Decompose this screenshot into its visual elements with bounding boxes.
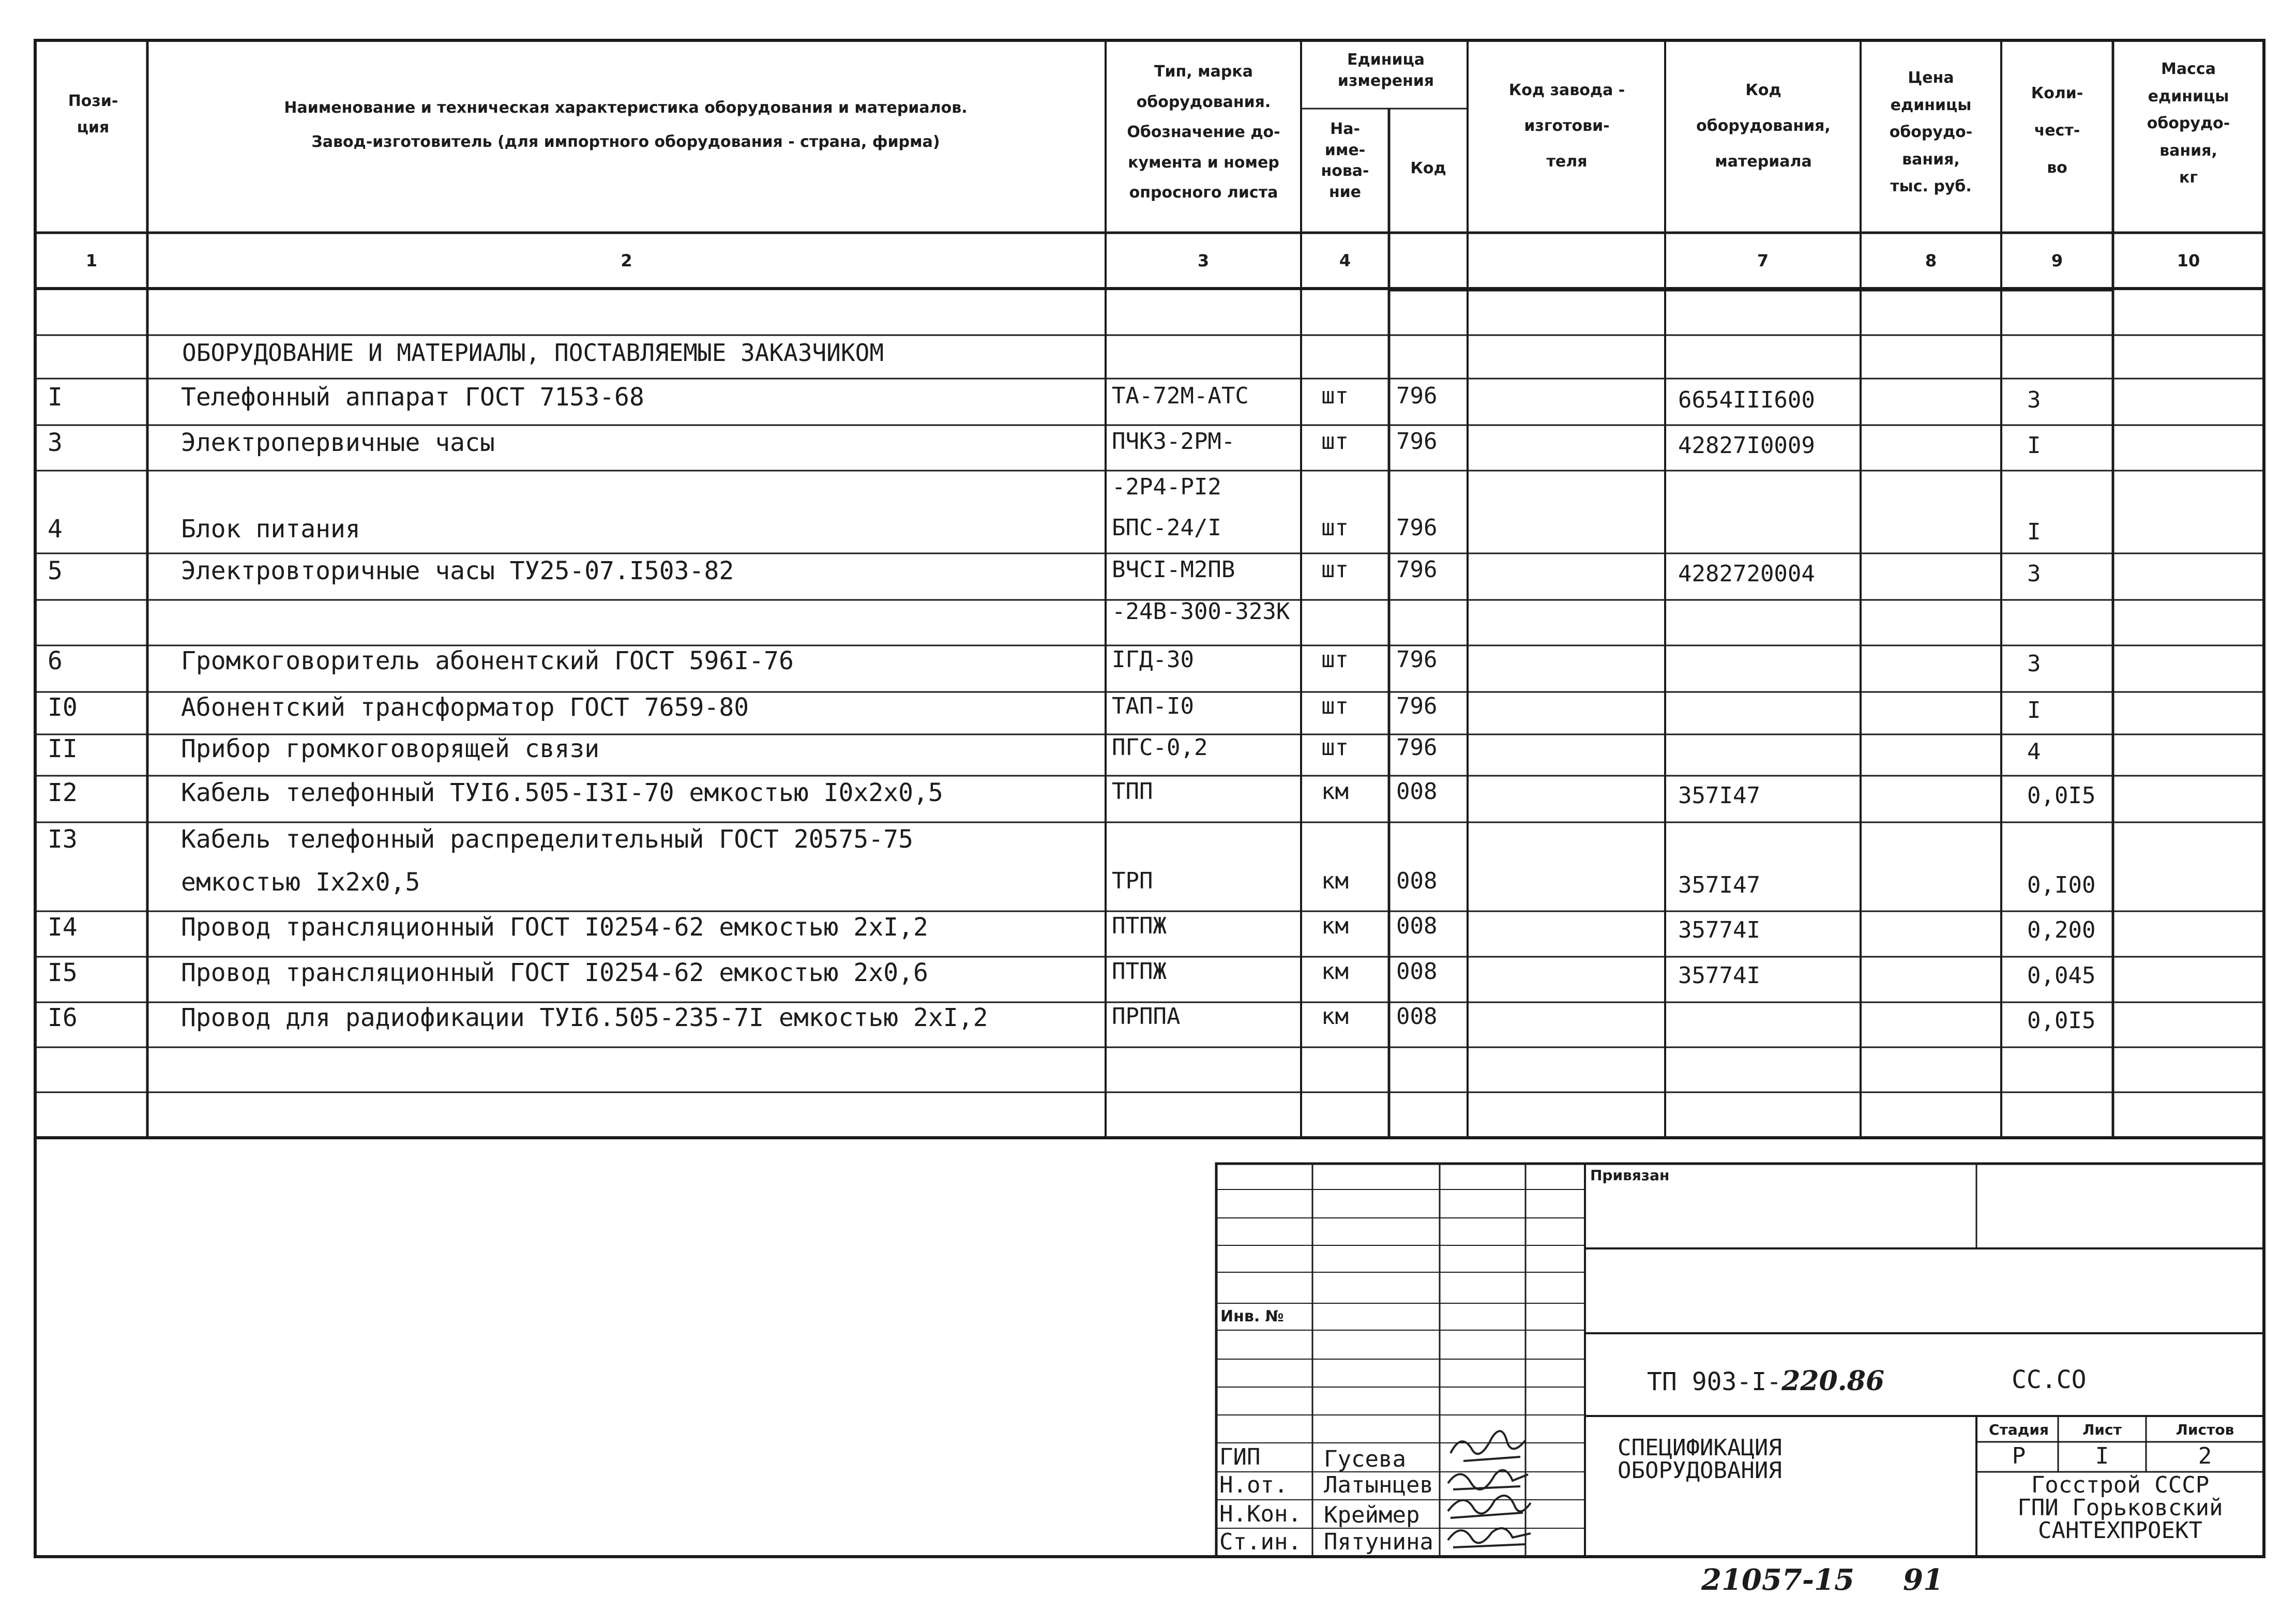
header-unit-name-line3: нова-	[1321, 162, 1369, 180]
cell-unit: км	[1321, 1003, 1349, 1030]
cell-qty: I	[2027, 697, 2041, 724]
colnum-7: 7	[1757, 251, 1769, 270]
cell-name: Кабель телефонный распределительный ГОСТ 20575-75	[181, 825, 914, 854]
cell-type: ТПП	[1112, 778, 1153, 805]
header-price	[1863, 65, 1999, 201]
cell-ucode: 008	[1396, 868, 1438, 894]
cell-type: -24В-300-323К	[1112, 598, 1290, 625]
sheets-header: Листов	[2176, 1421, 2234, 1438]
cell-qty: 0,0I5	[2027, 782, 2096, 809]
cell-unit: шт	[1321, 646, 1349, 673]
organization-line2: ГПИ Горьковский	[2017, 1495, 2223, 1521]
header-qty-line2: чест-	[2034, 122, 2080, 140]
header-type-line5: опросного листа	[1129, 184, 1278, 202]
header-unit-name-line2: име-	[1324, 141, 1366, 159]
header-unit-name-line1: На-	[1330, 120, 1360, 138]
cell-ucode: 008	[1396, 1003, 1438, 1030]
document-code-print: ТП 903-I-	[1647, 1367, 1782, 1396]
header-price-line1: Цена	[1908, 69, 1954, 87]
cell-name: Провод трансляционный ГОСТ I0254-62 емкостью 2xI,2	[181, 913, 928, 942]
header-code-line2: оборудования,	[1696, 117, 1831, 135]
sheets-value: 2	[2198, 1443, 2212, 1469]
header-code-line1: Код	[1745, 81, 1781, 99]
cell-ucode: 796	[1396, 428, 1438, 455]
colnum-10: 10	[2177, 251, 2200, 270]
header-pos	[47, 88, 140, 141]
header-unit: Единица измерения	[1337, 51, 1434, 90]
cell-pos: I5	[48, 958, 78, 987]
cell-qty: 3	[2027, 651, 2041, 677]
role-gip: ГИП	[1219, 1444, 1261, 1470]
cell-unit: шт	[1321, 556, 1349, 583]
cell-type: ПРППА	[1112, 1003, 1181, 1030]
cell-qty: 3	[2027, 561, 2041, 587]
header-unit-name-line4: ние	[1328, 183, 1362, 201]
header-unit-code: Код	[1410, 159, 1446, 177]
cell-name: Провод трансляционный ГОСТ I0254-62 емкостью 2x0,6	[181, 958, 928, 987]
cell-type: ПТПЖ	[1112, 913, 1167, 939]
cell-type: ТРП	[1112, 868, 1153, 894]
header-mass	[2115, 56, 2262, 192]
cell-pos: 6	[48, 646, 63, 675]
cell-pos: 4	[48, 515, 63, 544]
cell-type: БПС-24/I	[1112, 515, 1221, 541]
cell-pos: I2	[48, 778, 78, 807]
organization	[1978, 1474, 2262, 1542]
cell-qty: 0,I00	[2027, 872, 2096, 898]
cell-code: 4282720004	[1678, 561, 1815, 587]
cell-unit: км	[1321, 778, 1349, 805]
header-price-line3: оборудо-	[1889, 123, 1973, 141]
name-latyntsev: Латынцев	[1324, 1472, 1433, 1498]
cell-pos: I0	[48, 693, 78, 722]
header-type-line4: кумента и номер	[1128, 153, 1279, 172]
header-mass-line3: оборудо-	[2147, 114, 2230, 132]
section-title: ОБОРУДОВАНИЕ И МАТЕРИАЛЫ, ПОСТАВЛЯЕМЫЕ ЗАКАЗЧИКОМ	[182, 339, 884, 367]
sheet-value: I	[2095, 1443, 2109, 1469]
archive-stamp-number: 21057-15	[1701, 1563, 1854, 1597]
cell-ucode: 796	[1396, 693, 1438, 719]
cell-name: Громкоговоритель абонентский ГОСТ 596I-76	[181, 646, 794, 675]
role-head-dept: Н.от.	[1219, 1472, 1288, 1498]
stage-value: Р	[2012, 1443, 2026, 1469]
header-price-line4: вания,	[1902, 150, 1960, 169]
cell-ucode: 796	[1396, 556, 1438, 583]
cell-qty: 0,045	[2027, 962, 2096, 989]
cell-unit: шт	[1321, 428, 1349, 455]
cell-qty: 0,200	[2027, 917, 2096, 943]
colnum-4: 4	[1339, 251, 1351, 270]
cell-unit: шт	[1321, 734, 1349, 761]
document-suffix: СС.СО	[2012, 1365, 2087, 1394]
cell-unit: км	[1321, 913, 1349, 939]
cell-code: 357I47	[1678, 782, 1760, 809]
organization-line3: САНТЕХПРОЕКТ	[2038, 1517, 2202, 1544]
cell-pos: I3	[48, 825, 78, 854]
header-maker-line2: изготови-	[1524, 117, 1610, 135]
cell-ucode: 796	[1396, 383, 1438, 409]
cell-unit: км	[1321, 868, 1349, 894]
cell-unit: км	[1321, 958, 1349, 985]
header-maker	[1471, 72, 1663, 179]
cell-name: Блок питания	[181, 515, 360, 544]
cell-qty: I	[2027, 519, 2041, 545]
cell-name: Провод для радиофикации ТУI6.505-235-7I емкостью 2xI,2	[181, 1003, 988, 1032]
cell-unit: шт	[1321, 515, 1349, 541]
document-title-line2: ОБОРУДОВАНИЯ	[1618, 1457, 1782, 1484]
header-price-line2: единицы	[1890, 96, 1972, 114]
cell-code: 35774I	[1678, 962, 1760, 989]
header-pos-line2: ция	[77, 118, 110, 137]
cell-pos: I6	[48, 1003, 78, 1032]
role-senior-engineer: Ст.ин.	[1219, 1529, 1302, 1555]
header-mass-line2: единицы	[2148, 87, 2229, 106]
header-maker-line3: теля	[1546, 153, 1588, 171]
header-code-line3: материала	[1715, 153, 1812, 171]
colnum-8: 8	[1925, 251, 1937, 270]
cell-qty: I	[2027, 432, 2041, 459]
cell-code: 42827I0009	[1678, 432, 1815, 459]
header-type-line1: Тип, марка	[1154, 63, 1253, 81]
header-type-line3: Обозначение до-	[1127, 123, 1280, 141]
name-guseva: Гусева	[1324, 1446, 1406, 1472]
colnum-9: 9	[2051, 251, 2063, 270]
header-type-line2: оборудования.	[1136, 93, 1271, 111]
cell-name: Электропервичные часы	[181, 428, 495, 457]
cell-pos: II	[48, 734, 78, 763]
document-code	[1647, 1365, 1884, 1397]
header-price-line5: тыс. руб.	[1890, 177, 1972, 195]
header-name-line1: Наименование и техническая характеристика оборудования и материалов.	[284, 99, 968, 117]
colnum-3: 3	[1197, 251, 1210, 270]
role-norm-control: Н.Кон.	[1219, 1501, 1302, 1527]
header-unit-name	[1302, 119, 1388, 203]
header-code	[1668, 72, 1859, 179]
cell-type: ВЧСI-М2ПВ	[1112, 556, 1235, 583]
cell-pos: 5	[48, 556, 63, 585]
cell-type: IГД-30	[1112, 646, 1194, 673]
cell-name: Прибор громкоговорящей связи	[181, 734, 600, 763]
cell-unit: шт	[1321, 693, 1349, 719]
cell-qty: 3	[2027, 387, 2041, 413]
cell-type: ТАП-I0	[1112, 693, 1194, 719]
cell-qty: 4	[2027, 739, 2041, 765]
cell-ucode: 008	[1396, 913, 1438, 939]
inventory-number-label: Инв. №	[1220, 1307, 1284, 1325]
name-kreymer: Креймер	[1324, 1502, 1420, 1528]
cell-ucode: 008	[1396, 778, 1438, 805]
cell-name: Электровторичные часы ТУ25-07.I503-82	[181, 556, 734, 585]
cell-code: 6654III600	[1678, 387, 1815, 413]
sheet-header: Лист	[2082, 1421, 2122, 1438]
header-type	[1109, 57, 1298, 208]
cell-pos: I4	[48, 913, 78, 942]
colnum-2: 2	[621, 251, 632, 270]
cell-ucode: 796	[1396, 646, 1438, 673]
name-pyatunina: Пятунина	[1324, 1529, 1433, 1555]
cell-code: 35774I	[1678, 917, 1760, 943]
header-name	[155, 91, 1096, 159]
cell-code: 357I47	[1678, 872, 1760, 898]
header-mass-line5: кг	[2179, 169, 2198, 187]
cell-type: ПТПЖ	[1112, 958, 1167, 985]
cell-name: Кабель телефонный ТУI6.505-I3I-70 емкостью I0x2x0,5	[181, 778, 943, 807]
document-code-handwritten: 220.86	[1781, 1365, 1885, 1397]
cell-qty: 0,0I5	[2027, 1007, 2096, 1034]
header-pos-line1: Пози-	[68, 92, 118, 110]
cell-pos: 3	[48, 428, 63, 457]
cell-name: Телефонный аппарат ГОСТ 7153-68	[181, 383, 644, 412]
cell-pos: I	[48, 383, 63, 412]
stage-header: Стадия	[1989, 1421, 2049, 1438]
header-mass-line1: Масса	[2161, 60, 2216, 78]
header-name-line2: Завод-изготовитель (для импортного оборудования - страна, фирма)	[311, 133, 940, 151]
header-qty	[2003, 75, 2111, 187]
document-title	[1618, 1437, 1782, 1482]
cell-ucode: 008	[1396, 958, 1438, 985]
privyazan-label: Привязан	[1590, 1167, 1670, 1184]
header-mass-line4: вания,	[2159, 141, 2217, 160]
cell-type: ПЧКЗ-2РМ-	[1112, 428, 1235, 455]
document-title-line1: СПЕЦИФИКАЦИЯ	[1618, 1435, 1782, 1461]
cell-name: Абонентский трансформатор ГОСТ 7659-80	[181, 693, 749, 722]
cell-ucode: 796	[1396, 734, 1438, 761]
page-number: 91	[1903, 1563, 1943, 1597]
header-qty-line3: во	[2047, 159, 2067, 177]
cell-type: ТА-72М-АТС	[1112, 383, 1249, 409]
cell-unit: шт	[1321, 383, 1349, 409]
cell-name: емкостью Ix2x0,5	[181, 868, 420, 897]
cell-ucode: 796	[1396, 515, 1438, 541]
header-maker-line1: Код завода -	[1508, 81, 1625, 99]
cell-type: -2Р4-РI2	[1112, 474, 1221, 500]
organization-line1: Госстрой СССР	[2031, 1472, 2210, 1498]
header-qty-line1: Коли-	[2031, 84, 2083, 102]
colnum-1: 1	[85, 251, 98, 270]
cell-type: ПГС-0,2	[1112, 734, 1208, 761]
